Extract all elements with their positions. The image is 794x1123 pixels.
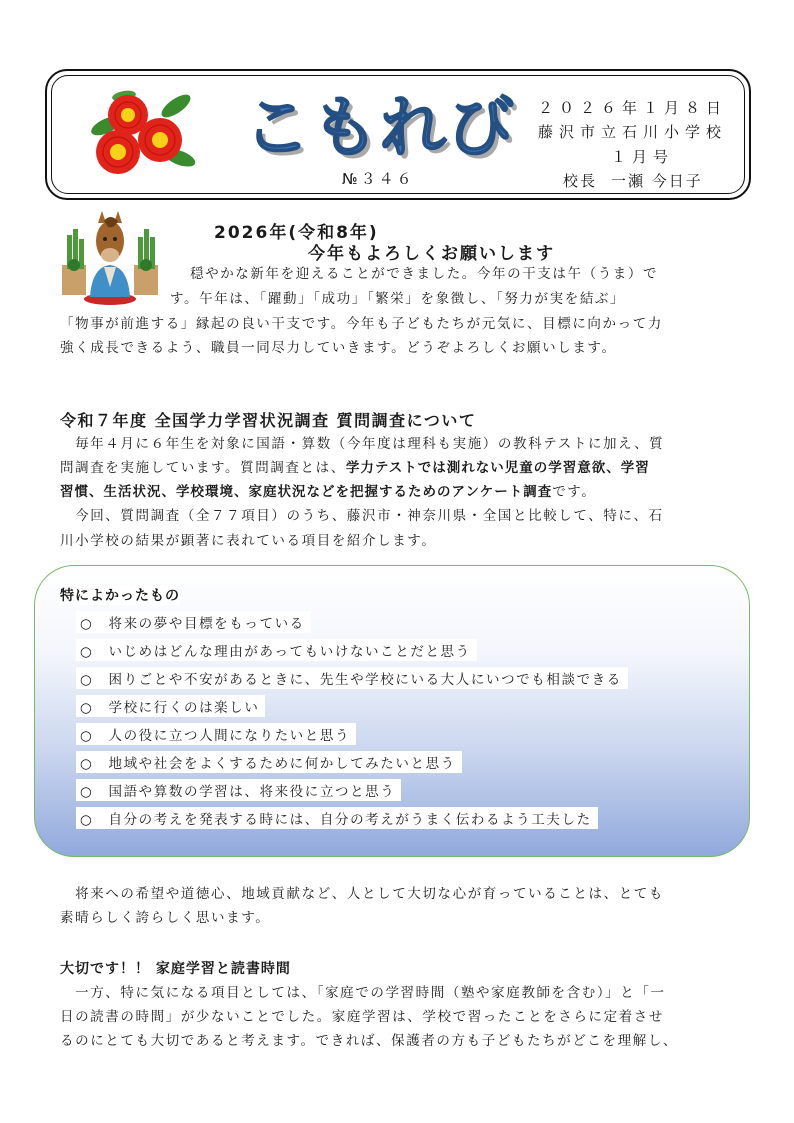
good-item: ○ 困りごとや不安があるときに、先生や学校にいる大人にいつでも相談できる [76, 667, 628, 689]
good-item: ○ いじめはどんな理由があってもいけないことだと思う [76, 639, 477, 661]
camellia-flower-icon [84, 88, 200, 178]
survey-text-bold: 学力テストでは測れない児童の学習意欲、学習 [345, 460, 650, 476]
principal-name: 一瀬 今日子 [611, 172, 703, 190]
summary-text-line: 素晴らしく誇らしく思います。 [60, 910, 271, 926]
new-year-subtitle: 今年もよろしくお願いします [308, 244, 555, 264]
study-text-line: 日の読書の時間」が少ないことでした。家庭学習は、学校で習ったことをさらに定着させ [60, 1009, 664, 1025]
good-item: ○ 将来の夢や目標をもっている [76, 611, 311, 633]
good-item: ○ 学校に行くのは楽しい [76, 695, 265, 717]
new-year-text-line: 強く成長できるよう、職員一同尽力していきます。どうぞよろしくお願いします。 [60, 340, 617, 356]
survey-text-line [60, 480, 596, 505]
school-name: 藤沢市立石川小学校 [538, 123, 728, 141]
good-item: ○ 国語や算数の学習は、将来役に立つと思う [76, 779, 401, 801]
survey-text-line: 毎年４月に６年生を対象に国語・算数（今年度は理科も実施）の教科テストに加え、質 [60, 436, 665, 452]
good-item: ○ 人の役に立つ人間になりたいと思う [76, 723, 356, 745]
survey-text-plain: 問調査を実施しています。質問調査とは、 [60, 460, 346, 476]
horse-kadomatsu-illustration [58, 207, 162, 307]
survey-text-line: 川小学校の結果が顕著に表れている項目を紹介します。 [60, 533, 437, 549]
survey-text-plain: です。 [552, 484, 597, 500]
survey-text-line: 今回、質問調査（全７７項目）のうち、藤沢市・神奈川県・全国と比較して、特に、石 [60, 508, 664, 524]
survey-text-bold: 習慣、生活状況、学校環境、家庭状況などを把握するためのアンケート調査 [60, 484, 553, 500]
month-issue: １月号 [611, 148, 675, 166]
newsletter-title: こもれび [244, 89, 516, 166]
new-year-text-line: 穏やかな新年を迎えることができました。今年の干支は午（うま）で [190, 266, 659, 282]
survey-heading: 令和７年度 全国学力学習状況調査 質問調査について [60, 411, 477, 430]
study-text-line: 一方、特に気になる項目としては、「家庭での学習時間（塾や家庭教師を含む）」と「一 [60, 985, 666, 1001]
principal-title: 校長 [563, 172, 598, 190]
new-year-text-line: 「物事が前進する」縁起の良い干支です。今年も子どもたちが元気に、目標に向かって力 [60, 316, 663, 332]
new-year-title: 2026年(令和8年) [214, 223, 379, 243]
good-items-title: 特によかったもの [60, 585, 180, 605]
issue-number: №３４６ [342, 170, 415, 188]
new-year-text-line: す。午年は、「躍動」「成功」「繁栄」を象徴し、「努力が実を結ぶ」 [170, 291, 626, 307]
principal-line [563, 170, 703, 191]
good-item: ○ 地域や社会をよくするために何かしてみたいと思う [76, 751, 462, 773]
survey-text-line [60, 456, 650, 481]
study-heading: 大切です！！ 家庭学習と読書時間 [60, 961, 291, 977]
study-text-line: るのにとても大切であると考えます。できれば、保護者の方も子どもたちがどこを理解し、 [60, 1033, 679, 1049]
summary-text-line: 将来への希望や道徳心、地域貢献など、人として大切な心が育っていることは、とても [60, 886, 664, 902]
issue-date: ２０２６年１月８日 [538, 99, 728, 117]
good-item: ○ 自分の考えを発表する時には、自分の考えがうまく伝わるよう工夫した [76, 807, 598, 829]
